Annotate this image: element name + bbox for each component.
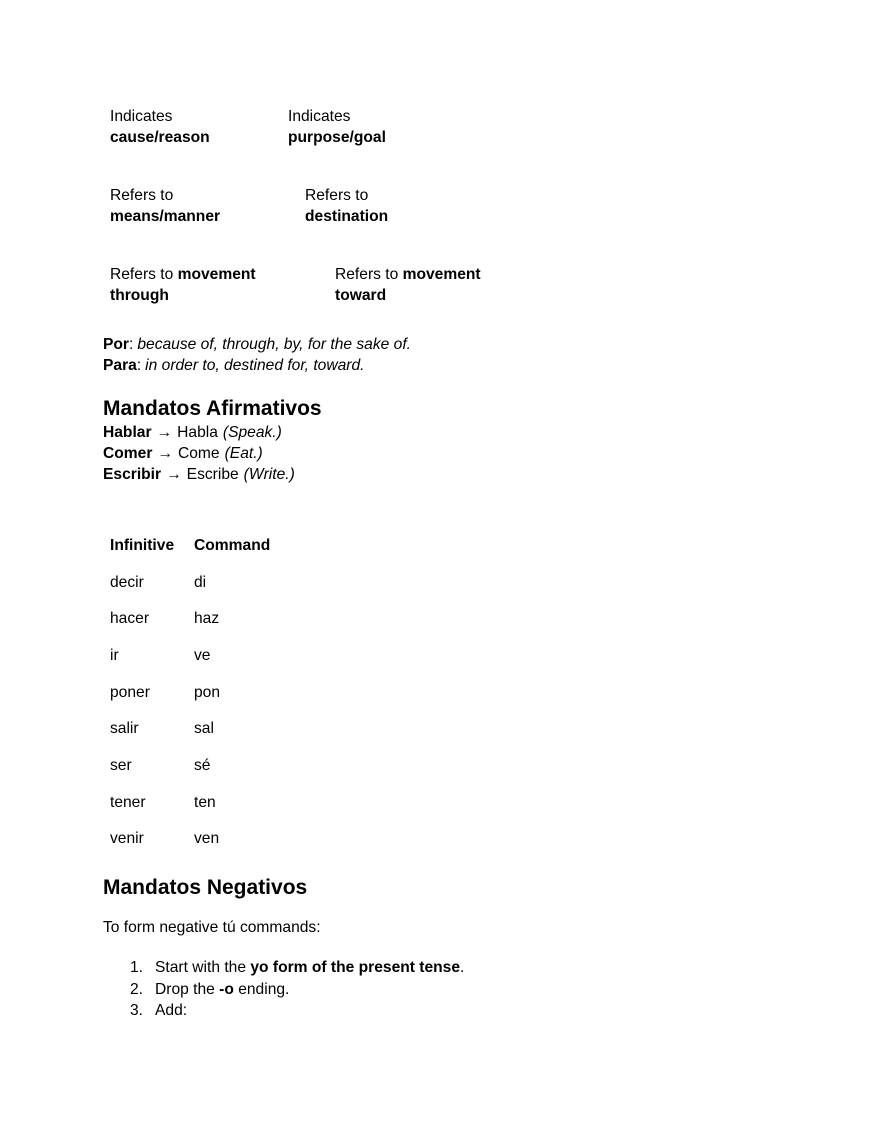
para-term: Para bbox=[103, 357, 137, 374]
attr-line2-bold: cause/reason bbox=[110, 129, 210, 146]
negativos-steps-list bbox=[103, 957, 703, 1022]
por-separator: : bbox=[129, 336, 134, 353]
command-table bbox=[110, 527, 410, 857]
attr-line2-bold: destination bbox=[305, 208, 389, 225]
step-post: ending. bbox=[233, 980, 290, 998]
table-row bbox=[110, 784, 410, 821]
cell-command: pon bbox=[194, 683, 221, 701]
attr-line2-bold: toward bbox=[335, 287, 387, 304]
cell-command: sé bbox=[194, 756, 211, 774]
table-row bbox=[110, 600, 410, 637]
attr-cell-por-means bbox=[110, 185, 220, 227]
por-definition-line bbox=[103, 334, 411, 355]
column-header-infinitive: Infinitive bbox=[110, 536, 175, 554]
table-row bbox=[110, 710, 410, 747]
attr-line2-bold: means/manner bbox=[110, 208, 221, 225]
table-row bbox=[110, 821, 410, 858]
list-number: 1. bbox=[130, 959, 144, 976]
por-term: Por bbox=[103, 336, 129, 353]
step-bold: yo form of the present tense bbox=[250, 959, 461, 976]
example-escribir bbox=[103, 464, 295, 485]
por-para-definitions bbox=[103, 334, 411, 376]
example-command: Habla bbox=[177, 424, 218, 441]
example-gloss: (Speak.) bbox=[222, 424, 282, 441]
attr-line1-regular: Refers to bbox=[110, 187, 174, 204]
para-separator: : bbox=[136, 357, 142, 374]
cell-command: sal bbox=[194, 720, 214, 738]
attr-line1-regular: Refers to bbox=[305, 187, 369, 204]
heading-mandatos-afirmativos: Mandatos Afirmativos bbox=[103, 397, 322, 420]
step-bold: -o bbox=[219, 980, 234, 998]
cell-infinitive: decir bbox=[110, 573, 144, 591]
arrow-icon: → bbox=[157, 445, 173, 462]
cell-infinitive: ir bbox=[110, 646, 119, 664]
step-pre: Start with the bbox=[155, 959, 251, 976]
attr-cell-para-purpose bbox=[288, 106, 386, 148]
example-command: Come bbox=[178, 445, 220, 462]
cell-command: di bbox=[194, 573, 207, 591]
attr-line1-regular: Refers to bbox=[110, 266, 178, 283]
step-pre: Drop the bbox=[155, 980, 220, 998]
cell-infinitive: venir bbox=[110, 830, 144, 848]
cell-infinitive: hacer bbox=[110, 610, 150, 628]
attr-line1-regular: Refers to bbox=[335, 266, 403, 283]
attr-cell-para-destination bbox=[305, 185, 388, 227]
cell-command: ve bbox=[194, 646, 211, 664]
cell-infinitive: salir bbox=[110, 720, 139, 738]
attr-line2-bold: purpose/goal bbox=[288, 129, 386, 146]
list-item bbox=[103, 979, 703, 1001]
cell-infinitive: ser bbox=[110, 756, 132, 774]
list-number: 2. bbox=[130, 980, 144, 998]
arrow-icon: → bbox=[166, 466, 182, 483]
attr-line1-regular: Indicates bbox=[288, 108, 351, 125]
example-hablar bbox=[103, 422, 295, 443]
afirmativos-examples bbox=[103, 422, 295, 485]
cell-infinitive: tener bbox=[110, 793, 146, 811]
example-command: Escribe bbox=[186, 466, 239, 483]
attr-line1-bold: movement bbox=[177, 266, 256, 283]
cell-command: ven bbox=[194, 830, 220, 848]
attr-line1-bold: movement bbox=[402, 266, 481, 283]
example-comer bbox=[103, 443, 295, 464]
por-definition: because of, through, by, for the sake of. bbox=[137, 336, 411, 353]
table-row bbox=[110, 564, 410, 601]
list-number: 3. bbox=[130, 1002, 144, 1019]
cell-command: ten bbox=[194, 793, 216, 811]
example-infinitive: Hablar bbox=[103, 424, 152, 441]
command-table-header-row bbox=[110, 527, 410, 564]
negativos-intro: To form negative tú commands: bbox=[103, 919, 321, 936]
step-post: . bbox=[460, 959, 465, 976]
list-item bbox=[103, 957, 703, 979]
attr-cell-por-movement-through bbox=[110, 264, 256, 306]
example-gloss: (Write.) bbox=[243, 466, 295, 483]
cell-infinitive: poner bbox=[110, 683, 150, 701]
cell-command: haz bbox=[194, 610, 220, 628]
attr-line2-bold: through bbox=[110, 287, 169, 304]
table-row bbox=[110, 637, 410, 674]
column-header-command: Command bbox=[194, 536, 271, 554]
attr-line1-regular: Indicates bbox=[110, 108, 173, 125]
table-row bbox=[110, 674, 410, 711]
attr-cell-para-movement-toward bbox=[335, 264, 481, 306]
heading-mandatos-negativos: Mandatos Negativos bbox=[103, 876, 308, 899]
table-row bbox=[110, 747, 410, 784]
example-gloss: (Eat.) bbox=[224, 445, 263, 462]
arrow-icon: → bbox=[156, 424, 173, 441]
step-pre: Add: bbox=[155, 1002, 188, 1019]
list-item bbox=[103, 1000, 703, 1022]
example-infinitive: Escribir bbox=[103, 466, 162, 483]
example-infinitive: Comer bbox=[103, 445, 153, 462]
para-definition-line bbox=[103, 355, 411, 376]
para-definition: in order to, destined for, toward. bbox=[145, 357, 365, 374]
attr-cell-por-cause bbox=[110, 106, 210, 148]
